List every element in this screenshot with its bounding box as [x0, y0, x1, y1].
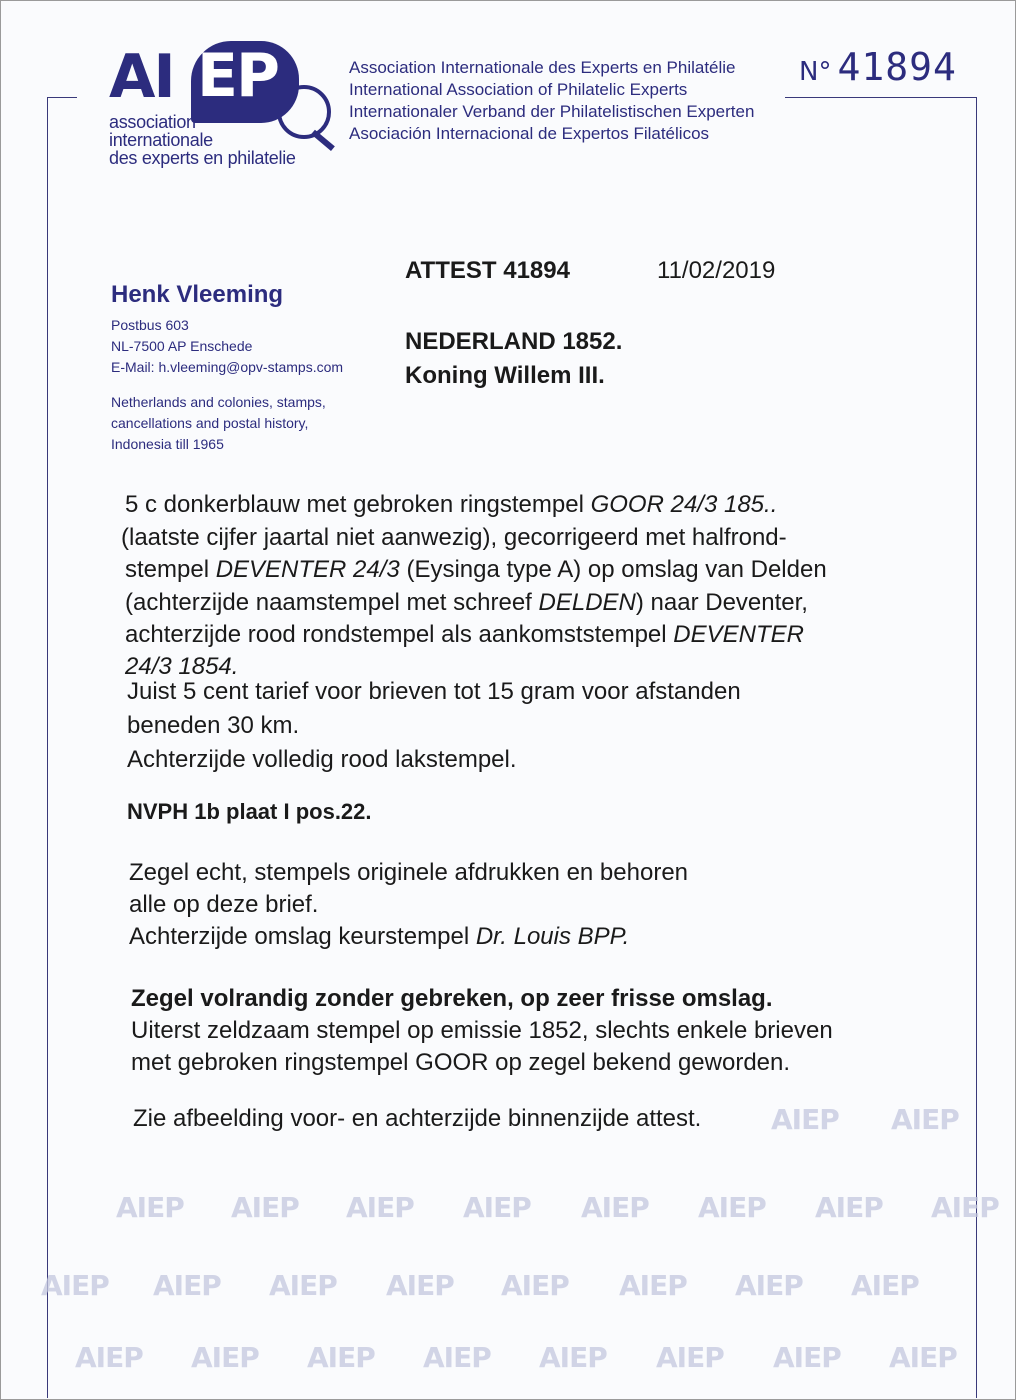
watermark-logo: AIEP	[75, 1341, 143, 1374]
sender-name: Henk Vleeming	[111, 281, 284, 308]
association-names: Association Internationale des Experts en Philatélie International Association of Philatelic Experts Internationaler Verband der Philatelistischen Experten Asociación Internacional de Expertos Filatélicos	[349, 58, 755, 143]
logo-ep-block: EP	[191, 41, 299, 123]
watermark-logo: AIEP	[307, 1341, 375, 1374]
watermark-logo: AIEP	[231, 1191, 299, 1224]
watermark-logo: AIEP	[41, 1269, 109, 1302]
attest-header	[405, 257, 776, 285]
description-text-cont: 24/3 1854.	[125, 653, 239, 680]
sender-email: E-Mail: h.vleeming@opv-stamps.com	[111, 359, 344, 375]
watermark-logo: AIEP	[269, 1269, 337, 1302]
watermark-logo: AIEP	[581, 1191, 649, 1224]
logo-subtitle: association internationale des experts en philatelie	[109, 112, 296, 168]
watermark-logo: AIEP	[346, 1191, 414, 1224]
watermark-logo: AIEP	[771, 1103, 839, 1136]
authenticity-text: Zegel echt, stempels originele afdrukken en behoren alle op deze brief. Achterzijde omslag keurstempel Dr. Louis BPP.	[129, 859, 689, 950]
aiep-watermark-pattern	[1, 1041, 1016, 1400]
watermark-logo: AIEP	[889, 1341, 957, 1374]
watermark-logo: AIEP	[735, 1269, 803, 1302]
watermark-logo: AIEP	[698, 1191, 766, 1224]
sender-block: Henk Vleeming Postbus 603 NL-7500 AP Enschede E-Mail: h.vleeming@opv-stamps.com Netherlands and colonies, stamps, cancellations and postal history, Indonesia till 1965	[111, 281, 343, 455]
watermark-logo: AIEP	[463, 1191, 531, 1224]
watermark-logo: AIEP	[773, 1341, 841, 1374]
condition-text: Zegel volrandig zonder gebreken, op zeer frisse omslag. Uiterst zeldzaam stempel op emissie 1852, slechts enkele brieven met gebroken ringstempel GOOR op zegel bekend geworden.	[131, 985, 833, 1076]
watermark-logo: AIEP	[931, 1191, 999, 1224]
watermark-logo: AIEP	[501, 1269, 569, 1302]
attest-title: ATTEST 41894	[405, 257, 570, 284]
tariff-text: Juist 5 cent tarief voor brieven tot 15 gram voor afstanden beneden 30 km. Achterzijde volledig rood lakstempel.	[127, 678, 741, 773]
watermark-logo: AIEP	[815, 1191, 883, 1224]
watermark-logo: AIEP	[191, 1341, 259, 1374]
watermark-logo: AIEP	[116, 1191, 184, 1224]
closing-text: Zie afbeelding voor- en achterzijde binnenzijde attest.	[133, 1105, 702, 1132]
watermark-logo: AIEP	[891, 1103, 959, 1136]
watermark-logo: AIEP	[656, 1341, 724, 1374]
attest-date: 11/02/2019	[657, 257, 776, 284]
watermark-logo: AIEP	[423, 1341, 491, 1374]
watermark-logo: AIEP	[539, 1341, 607, 1374]
watermark-logo: AIEP	[386, 1269, 454, 1302]
nvph-reference: NVPH 1b plaat I pos.22.	[127, 799, 372, 824]
aiep-logo	[109, 41, 349, 171]
subject: NEDERLAND 1852. Koning Willem III.	[405, 328, 623, 389]
watermark-logo: AIEP	[153, 1269, 221, 1302]
watermark-logo: AIEP	[619, 1269, 687, 1302]
description-text: 5 c donkerblauw met gebroken ringstempel GOOR 24/3 185.. (laatste cijfer jaartal niet aanwezig), gecorrigeerd met halfrond- stempel DEVENTER 24/3 (Eysinga type A) op omslag van Delden (achterzijde naamstempel met schreef DELDEN) naar Deventer, achterzijde rood rondstempel als aankomststempel DEVENTER	[121, 491, 827, 648]
logo-ai: AI	[109, 42, 174, 112]
sender-description: Netherlands and colonies, stamps, cancellations and postal history, Indonesia till 1965	[111, 394, 326, 452]
watermark-logo: AIEP	[851, 1269, 919, 1302]
certificate-number: N° 41894	[799, 45, 957, 89]
